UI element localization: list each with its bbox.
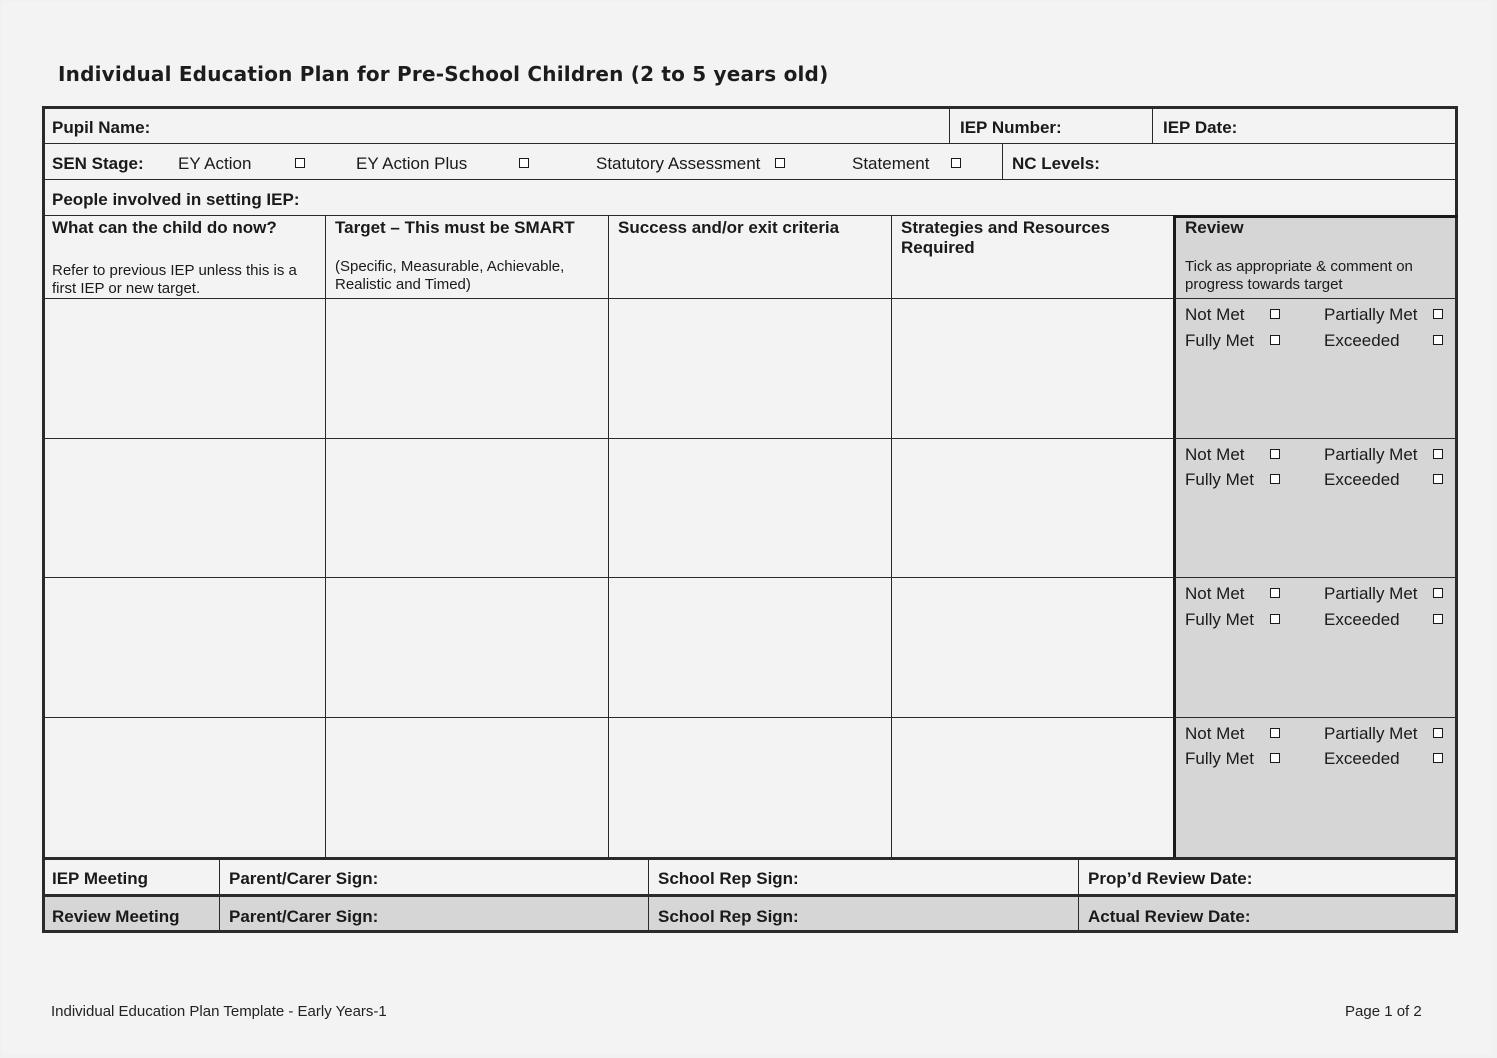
iep-date-label: IEP Date:: [1163, 118, 1238, 137]
fully-met-label: Fully Met: [1185, 331, 1254, 350]
nc-levels-label: NC Levels:: [1012, 154, 1100, 173]
exceeded-label: Exceeded: [1324, 470, 1400, 489]
fully-met-checkbox[interactable]: [1270, 474, 1280, 484]
exceeded-label: Exceeded: [1324, 749, 1400, 768]
exceeded-label: Exceeded: [1324, 610, 1400, 629]
page: [2, 2, 1492, 1054]
sen-stage-label: SEN Stage:: [52, 154, 144, 173]
col-child-now-note: Refer to previous IEP unless this is a first IEP or new target.: [52, 262, 297, 297]
partially-met-checkbox[interactable]: [1433, 588, 1443, 598]
col-review-note: Tick as appropriate & comment on progress towards target: [1185, 258, 1413, 293]
not-met-label: Not Met: [1185, 305, 1245, 324]
not-met-checkbox[interactable]: [1270, 309, 1280, 319]
divider: [1152, 108, 1153, 144]
ey-action-plus-label: EY Action Plus: [356, 154, 468, 173]
divider: [608, 216, 609, 858]
ey-action-plus-checkbox[interactable]: [519, 158, 529, 168]
propd-review-date-label: Prop’d Review Date:: [1088, 869, 1253, 888]
exceeded-checkbox[interactable]: [1433, 335, 1443, 345]
fully-met-checkbox[interactable]: [1270, 335, 1280, 345]
exceeded-checkbox[interactable]: [1433, 614, 1443, 624]
iep-meeting-label: IEP Meeting: [52, 869, 149, 888]
col-strategies-title: Strategies and Resources Required: [901, 218, 1110, 257]
partially-met-checkbox[interactable]: [1433, 449, 1443, 459]
partially-met-label: Partially Met: [1324, 305, 1418, 324]
page-title: Individual Education Plan for Pre-School Children (2 to 5 years old): [58, 62, 829, 86]
statement-checkbox[interactable]: [951, 158, 961, 168]
col-target-title: Target – This must be SMART: [335, 218, 575, 237]
fully-met-checkbox[interactable]: [1270, 753, 1280, 763]
pupil-row: [42, 106, 1458, 144]
not-met-label: Not Met: [1185, 584, 1245, 603]
school-sign-label: School Rep Sign:: [658, 907, 799, 926]
statutory-assessment-label: Statutory Assessment: [596, 154, 761, 173]
iep-number-label: IEP Number:: [960, 118, 1062, 137]
not-met-checkbox[interactable]: [1270, 728, 1280, 738]
partially-met-checkbox[interactable]: [1433, 728, 1443, 738]
iep-form: [42, 106, 1458, 932]
ey-action-checkbox[interactable]: [295, 158, 305, 168]
parent-sign-label: Parent/Carer Sign:: [229, 907, 379, 926]
divider: [42, 577, 1458, 578]
divider: [42, 438, 1458, 439]
divider: [42, 717, 1458, 718]
partially-met-checkbox[interactable]: [1433, 309, 1443, 319]
fully-met-checkbox[interactable]: [1270, 614, 1280, 624]
actual-review-date-label: Actual Review Date:: [1088, 907, 1251, 926]
not-met-checkbox[interactable]: [1270, 449, 1280, 459]
divider: [891, 216, 892, 858]
fully-met-label: Fully Met: [1185, 610, 1254, 629]
pupil-name-label: Pupil Name:: [52, 118, 151, 137]
school-sign-label: School Rep Sign:: [658, 869, 799, 888]
people-involved-label: People involved in setting IEP:: [52, 190, 300, 209]
partially-met-label: Partially Met: [1324, 724, 1418, 743]
partially-met-label: Partially Met: [1324, 584, 1418, 603]
col-target-note: (Specific, Measurable, Achievable, Realistic and Timed): [335, 258, 565, 293]
divider: [648, 858, 649, 932]
not-met-label: Not Met: [1185, 445, 1245, 464]
review-meeting-label: Review Meeting: [52, 907, 180, 926]
divider: [42, 298, 1458, 299]
col-success-title: Success and/or exit criteria: [618, 218, 840, 237]
footer-document-name: Individual Education Plan Template - Early Years-1: [51, 1003, 387, 1020]
ey-action-label: EY Action: [178, 154, 252, 173]
partially-met-label: Partially Met: [1324, 445, 1418, 464]
fully-met-label: Fully Met: [1185, 470, 1254, 489]
divider: [949, 108, 950, 144]
exceeded-checkbox[interactable]: [1433, 753, 1443, 763]
col-review-title: Review: [1185, 218, 1244, 237]
exceeded-label: Exceeded: [1324, 331, 1400, 350]
not-met-label: Not Met: [1185, 724, 1245, 743]
divider: [1173, 215, 1176, 858]
col-child-now-title: What can the child do now?: [52, 218, 277, 237]
parent-sign-label: Parent/Carer Sign:: [229, 869, 379, 888]
not-met-checkbox[interactable]: [1270, 588, 1280, 598]
divider: [219, 858, 220, 932]
statutory-assessment-checkbox[interactable]: [775, 158, 785, 168]
exceeded-checkbox[interactable]: [1433, 474, 1443, 484]
divider: [1078, 858, 1079, 932]
fully-met-label: Fully Met: [1185, 749, 1254, 768]
footer-page-number: Page 1 of 2: [1345, 1003, 1422, 1020]
divider: [1002, 143, 1003, 180]
divider: [325, 216, 326, 858]
statement-label: Statement: [852, 154, 930, 173]
